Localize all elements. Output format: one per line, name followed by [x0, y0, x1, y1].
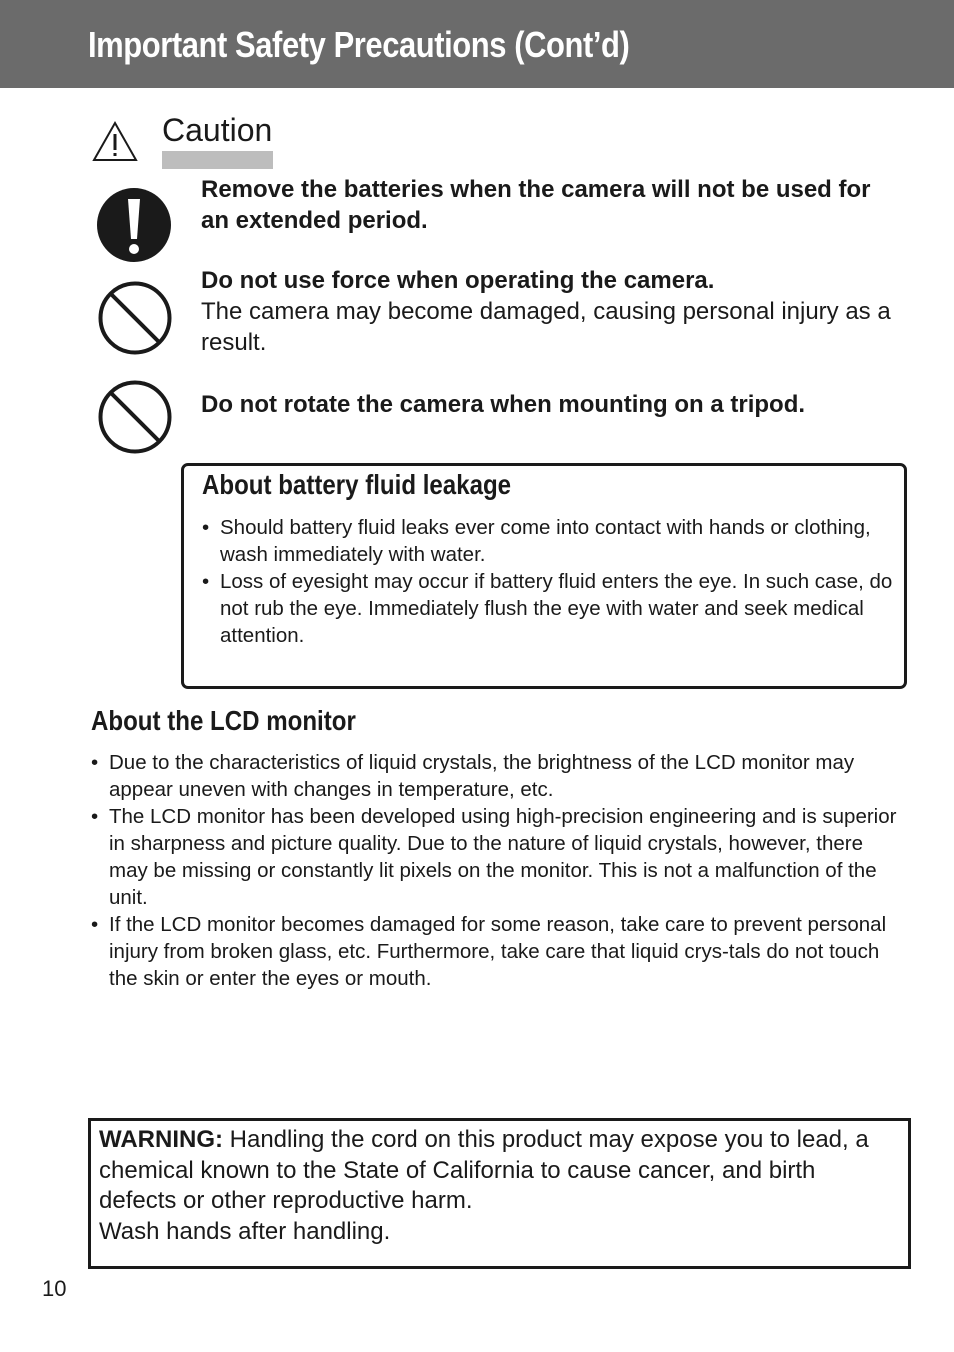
warning-body: Handling the cord on this product may expose you to lead, a chemical known to the State of California to cause cancer, and birth defects or other reproductive harm.	[99, 1126, 869, 1214]
item-bold-text: Do not use force when operating the camera.	[201, 267, 715, 294]
battery-leakage-list	[202, 514, 897, 649]
prohibition-icon	[97, 379, 173, 455]
warning-label: WARNING:	[99, 1126, 223, 1153]
warning-text	[99, 1125, 899, 1247]
exclamation-icon	[96, 187, 172, 263]
battery-leakage-box	[181, 463, 907, 689]
caution-underline-bar	[162, 151, 273, 169]
list-item: • If the LCD monitor becomes damaged for some reason, take care to prevent personal injury from broken glass, etc. Furthermore, take care that liquid crys-tals do not touch the skin or enter the eyes or mouth.	[91, 911, 899, 992]
battery-leakage-heading: About battery fluid leakage	[202, 469, 512, 500]
item-body-text: The camera may become damaged, causing personal injury as a result.	[201, 298, 891, 356]
prop65-warning-box	[88, 1118, 911, 1269]
item-bold-text: Remove the batteries when the camera will not be used for an extended period.	[201, 176, 871, 234]
page-title: Important Safety Precautions (Cont’d)	[88, 24, 630, 65]
lcd-list	[91, 749, 899, 992]
lcd-heading: About the LCD monitor	[91, 705, 356, 736]
warning-line2: Wash hands after handling.	[99, 1217, 391, 1245]
item-bold-text: Do not rotate the camera when mounting on a tripod.	[201, 391, 806, 418]
prohibition-icon	[97, 280, 173, 356]
page-header	[0, 0, 954, 88]
list-item: • The LCD monitor has been developed using high-precision engineering and is superior in sharpness and picture quality. Due to the nature of liquid crystals, however, there may be missing or constantly lit pixels on the monitor. This is not a malfunction of the unit.	[91, 803, 899, 911]
page-number: 10	[42, 1276, 67, 1301]
list-item: • Should battery fluid leaks ever come into contact with hands or clothing, wash immediately with water.	[202, 514, 897, 568]
list-item: • Loss of eyesight may occur if battery fluid enters the eye. In such case, do not rub the eye. Immediately flush the eye with water and seek medical attention.	[202, 568, 897, 649]
caution-heading: Caution	[162, 112, 273, 148]
warning-triangle-icon	[92, 120, 138, 162]
list-item: • Due to the characteristics of liquid crystals, the brightness of the LCD monitor may appear uneven with changes in temperature, etc.	[91, 749, 899, 803]
